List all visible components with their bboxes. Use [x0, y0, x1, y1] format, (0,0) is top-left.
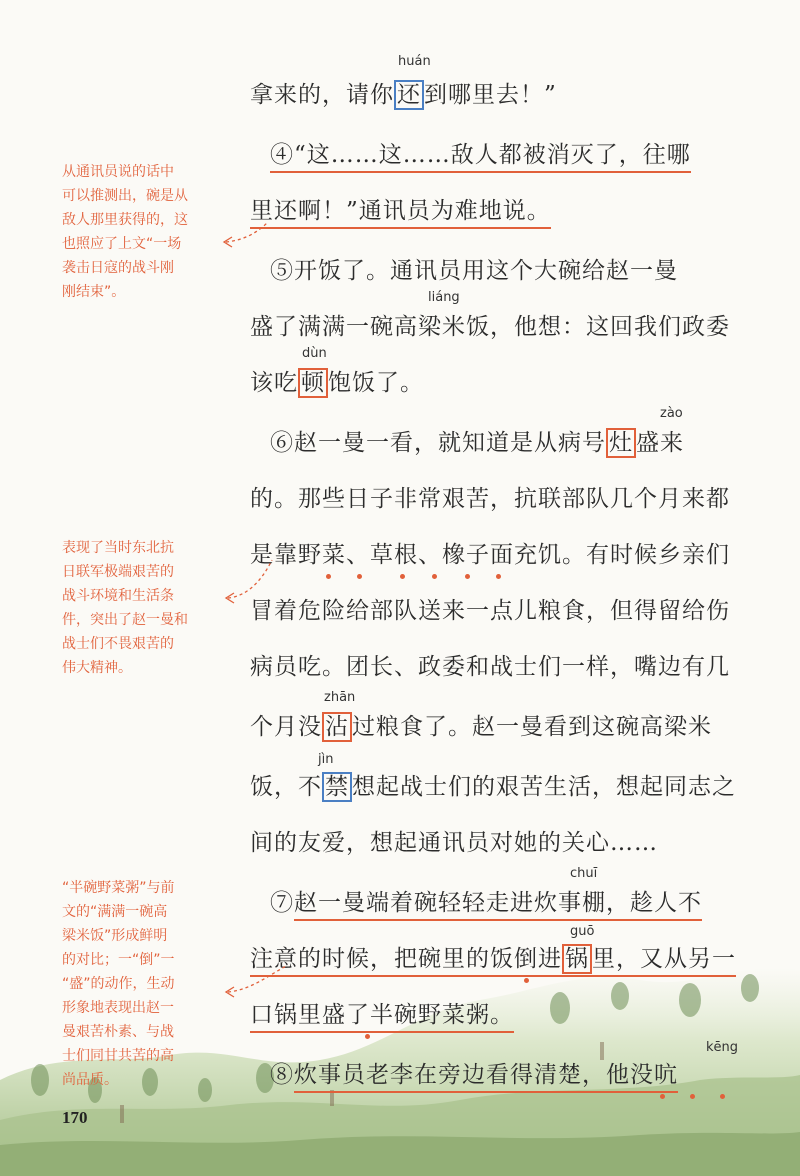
pinyin-label: dùn — [302, 346, 327, 361]
underlined-text: ④“这……这……敌人都被消灭了，往哪 — [270, 142, 691, 173]
vocab-char-guo: 锅 — [562, 944, 592, 974]
note-line: 日联军极端艰苦的 — [62, 564, 174, 580]
text-line — [250, 944, 740, 974]
note-line: 敌人那里获得的，这 — [62, 212, 188, 228]
text-segment: 过粮食了。赵一曼看到这碗高梁米 — [352, 714, 712, 740]
emphasis-dot — [357, 574, 362, 579]
vocab-char-jin: 禁 — [322, 772, 352, 802]
text-line: ⑤开饭了。通讯员用这个大碗给赵一曼 — [270, 258, 678, 284]
note-line: 从通讯员说的话中 — [62, 164, 174, 180]
note-line: 曼艰苦朴素、与战 — [62, 1024, 174, 1040]
text-segment: 到哪里去！” — [424, 82, 557, 108]
text-line — [250, 196, 740, 226]
text-segment: 饭，不 — [250, 774, 322, 800]
note-line: 文的“满满一碗高 — [62, 904, 168, 920]
pinyin-label: liáng — [428, 290, 460, 305]
underlined-text: 炊事员老李在旁边看得清楚，他没吭 — [294, 1062, 678, 1093]
margin-note-2 — [62, 536, 227, 680]
emphasis-dot — [465, 574, 470, 579]
emphasis-dot — [496, 574, 501, 579]
pinyin-label: jìn — [318, 752, 334, 767]
text-segment: 盛来 — [636, 430, 684, 456]
text-line: 的。那些日子非常艰苦，抗联部队几个月来都 — [250, 486, 730, 512]
pinyin-label: guō — [570, 924, 595, 939]
emphasis-dot — [660, 1094, 665, 1099]
vocab-char-dun: 顿 — [298, 368, 328, 398]
emphasis-dot — [524, 978, 529, 983]
text-line — [250, 1000, 740, 1030]
note-line: “半碗野菜粥”与前 — [62, 880, 175, 896]
text-segment: 注意的时候，把碗里的饭倒进 — [250, 946, 562, 972]
pinyin-label: zào — [660, 406, 683, 421]
note-line: 士们同甘共苦的高 — [62, 1048, 174, 1064]
text-line — [270, 888, 740, 918]
vocab-char-zao: 灶 — [606, 428, 636, 458]
text-segment: ⑦ — [270, 890, 294, 916]
note-line: 也照应了上文“一场 — [62, 236, 182, 252]
underlined-text: 赵一曼端着碗轻轻走进炊事棚，趁人不 — [294, 890, 702, 921]
note-line: 件，突出了赵一曼和 — [62, 612, 188, 628]
text-segment: 个月没 — [250, 714, 322, 740]
pinyin-label: huán — [398, 54, 431, 69]
note-line: “盛”的动作，生动 — [62, 976, 175, 992]
note-line: 梁米饭”形成鲜明 — [62, 928, 168, 944]
vocab-char-zhan: 沾 — [322, 712, 352, 742]
pinyin-label: zhān — [324, 690, 356, 705]
text-line: 病员吃。团长、政委和战士们一样，嘴边有几 — [250, 654, 730, 680]
vocab-char-huan: 还 — [394, 80, 424, 110]
note-line: 表现了当时东北抗 — [62, 540, 174, 556]
text-segment: 里，又从另一 — [592, 946, 736, 972]
text-line: 间的友爱，想起通讯员对她的关心…… — [250, 830, 658, 856]
text-line — [250, 712, 740, 742]
emphasis-dot — [400, 574, 405, 579]
note-line: 刚结束”。 — [62, 284, 126, 300]
text-line: 盛了满满一碗高梁米饭，他想：这回我们政委 — [250, 314, 730, 340]
text-line: 冒着危险给部队送来一点儿粮食，但得留给伤 — [250, 598, 730, 624]
emphasis-dot — [690, 1094, 695, 1099]
emphasis-dot — [720, 1094, 725, 1099]
text-segment: 想起战士们的艰苦生活，想起同志之 — [352, 774, 736, 800]
note-line: 战斗环境和生活条 — [62, 588, 174, 604]
note-line: 战士们不畏艰苦的 — [62, 636, 174, 652]
emphasis-dot — [432, 574, 437, 579]
text-line — [250, 368, 740, 398]
underlined-text: 里还啊！”通讯员为难地说。 — [250, 198, 551, 229]
text-line — [270, 140, 740, 170]
text-segment: 饱饭了。 — [328, 370, 424, 396]
pinyin-label: kēng — [706, 1040, 739, 1055]
underlined-text — [250, 946, 736, 977]
text-segment: 拿来的，请你 — [250, 82, 394, 108]
note-line: 尚品质。 — [62, 1072, 118, 1088]
emphasis-dot — [365, 1034, 370, 1039]
note-line: 可以推测出，碗是从 — [62, 188, 188, 204]
text-segment: 该吃 — [250, 370, 298, 396]
note-line: 袭击日寇的战斗刚 — [62, 260, 174, 276]
emphasis-dot — [326, 574, 331, 579]
margin-note-1 — [62, 160, 227, 304]
text-line — [250, 772, 740, 802]
note-line: 形象地表现出赵一 — [62, 1000, 174, 1016]
text-line: 是靠野菜、草根、橡子面充饥。有时候乡亲们 — [250, 542, 730, 568]
text-line — [270, 428, 740, 458]
margin-note-3 — [62, 876, 227, 1092]
underlined-text: 口锅里盛了半碗野菜粥。 — [250, 1002, 514, 1033]
text-line — [250, 80, 740, 110]
text-segment: ⑥赵一曼一看，就知道是从病号 — [270, 430, 606, 456]
text-line — [270, 1060, 740, 1090]
text-segment: ⑧ — [270, 1062, 294, 1088]
note-line: 伟大精神。 — [62, 660, 132, 676]
pinyin-label: chuī — [570, 866, 598, 881]
note-line: 的对比；一“倒”一 — [62, 952, 175, 968]
page-number: 170 — [62, 1108, 88, 1127]
